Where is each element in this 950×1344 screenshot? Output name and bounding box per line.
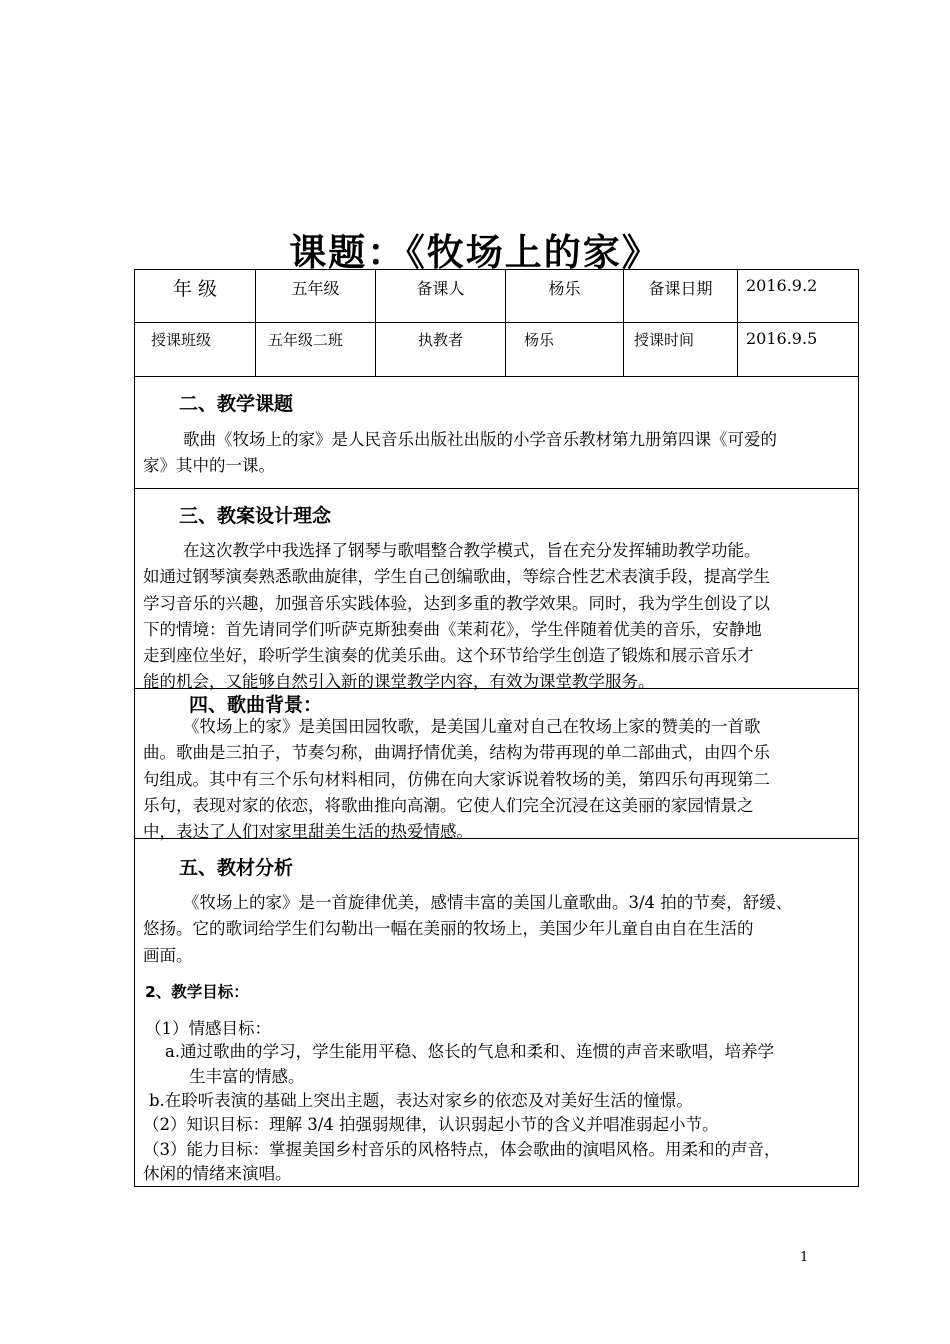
lesson-plan-table — [134, 269, 859, 1187]
value-grade: 五年级 — [256, 270, 376, 322]
section-body: 在这次教学中我选择了钢琴与歌唱整合教学模式，旨在充分发挥辅助教学功能。 如通过钢琴演奏熟悉歌曲旋律，学生自己创编歌曲，等综合性艺术表演手段，提高学生 学习音乐的兴趣，加强音乐实践体验，达到多重的教学效果。同时，我为学生创设了以 下的情境：首先请同学们听萨克斯独奏曲《茉莉花》，学生伴随着优美的音乐，安静地 走到座位坐好，聆听学生演奏的优美乐曲。这个环节给学生创造了锻炼和展示音乐才 能的机会，又能够自然引入新的课堂教学内容，有效为课堂教学服务。 — [143, 541, 770, 692]
goal-emotion-label: （1）情感目标： — [145, 1019, 271, 1038]
section-heading: 五、教材分析 — [179, 857, 294, 879]
header-row-2 — [135, 323, 858, 377]
section-teaching-topic — [135, 377, 858, 489]
teaching-goals-heading: 2、教学目标： — [145, 983, 249, 1001]
section-heading: 三、教案设计理念 — [179, 505, 332, 527]
section-heading: 四、歌曲背景： — [189, 694, 323, 716]
section-body: 歌曲《牧场上的家》是人民音乐出版社出版的小学音乐教材第九册第四课《可爱的 家》其中的一课。 — [143, 430, 777, 476]
goal-emotion-a: a.通过歌曲的学习，学生能用平稳、悠长的气息和柔和、连惯的声音来歌唱，培养学 — [165, 1042, 775, 1061]
page-number: 1 — [800, 1250, 809, 1265]
label-class: 授课班级 — [135, 323, 256, 376]
goal-emotion-b: b.在聆听表演的基础上突出主题，表达对家乡的依恋及对美好生活的憧憬。 — [149, 1091, 693, 1110]
value-class: 五年级二班 — [256, 323, 376, 376]
page-title: 课题：《牧场上的家》 — [289, 231, 661, 274]
value-teacher: 杨乐 — [506, 323, 624, 376]
section-body: 《牧场上的家》是美国田园牧歌，是美国儿童对自己在牧场上家的赞美的一首歌 曲。歌曲是三拍子，节奏匀称，曲调抒情优美，结构为带再现的单二部曲式，由四个乐 句组成。其中有三个乐句材料相同，仿佛在向大家诉说着牧场的美，第四乐句再现第二 乐句，表现对家的依恋，将歌曲推向高潮。它使人们完全沉浸在这美丽的家园情景之 中，表达了人们对家里甜美生活的热爱情感。 — [143, 717, 770, 842]
label-grade: 年 级 — [135, 270, 256, 322]
value-preparer: 杨乐 — [506, 270, 624, 322]
label-preparer: 备课人 — [376, 270, 506, 322]
section-material-analysis — [135, 839, 858, 1186]
goal-emotion-a-cont: 生丰富的情感。 — [189, 1067, 305, 1086]
label-prep-date: 备课日期 — [624, 270, 738, 322]
label-teach-time: 授课时间 — [624, 323, 738, 376]
goal-ability-cont: 休闲的情绪来演唱。 — [143, 1164, 292, 1183]
value-prep-date: 2016.9.2 — [746, 276, 818, 295]
section-body: 《牧场上的家》是一首旋律优美，感情丰富的美国儿童歌曲。3/4 拍的节奏，舒缓、 悠扬。它的歌词给学生们勾勒出一幅在美丽的牧场上，美国少年儿童自由自在生活的 画面。 — [143, 893, 793, 965]
label-teacher: 执教者 — [376, 323, 506, 376]
header-row-1 — [135, 270, 858, 323]
section-song-background — [135, 689, 858, 842]
section-heading: 二、教学课题 — [179, 393, 294, 415]
value-teach-time: 2016.9.5 — [746, 329, 818, 348]
goal-ability: （3）能力目标：掌握美国乡村音乐的风格特点，体会歌曲的演唱风格。用柔和的声音， — [143, 1140, 781, 1159]
section-design-concept — [135, 489, 858, 692]
goal-knowledge: （2）知识目标：理解 3/4 拍强弱规律，认识弱起小节的含义并唱准弱起小节。 — [143, 1115, 719, 1134]
